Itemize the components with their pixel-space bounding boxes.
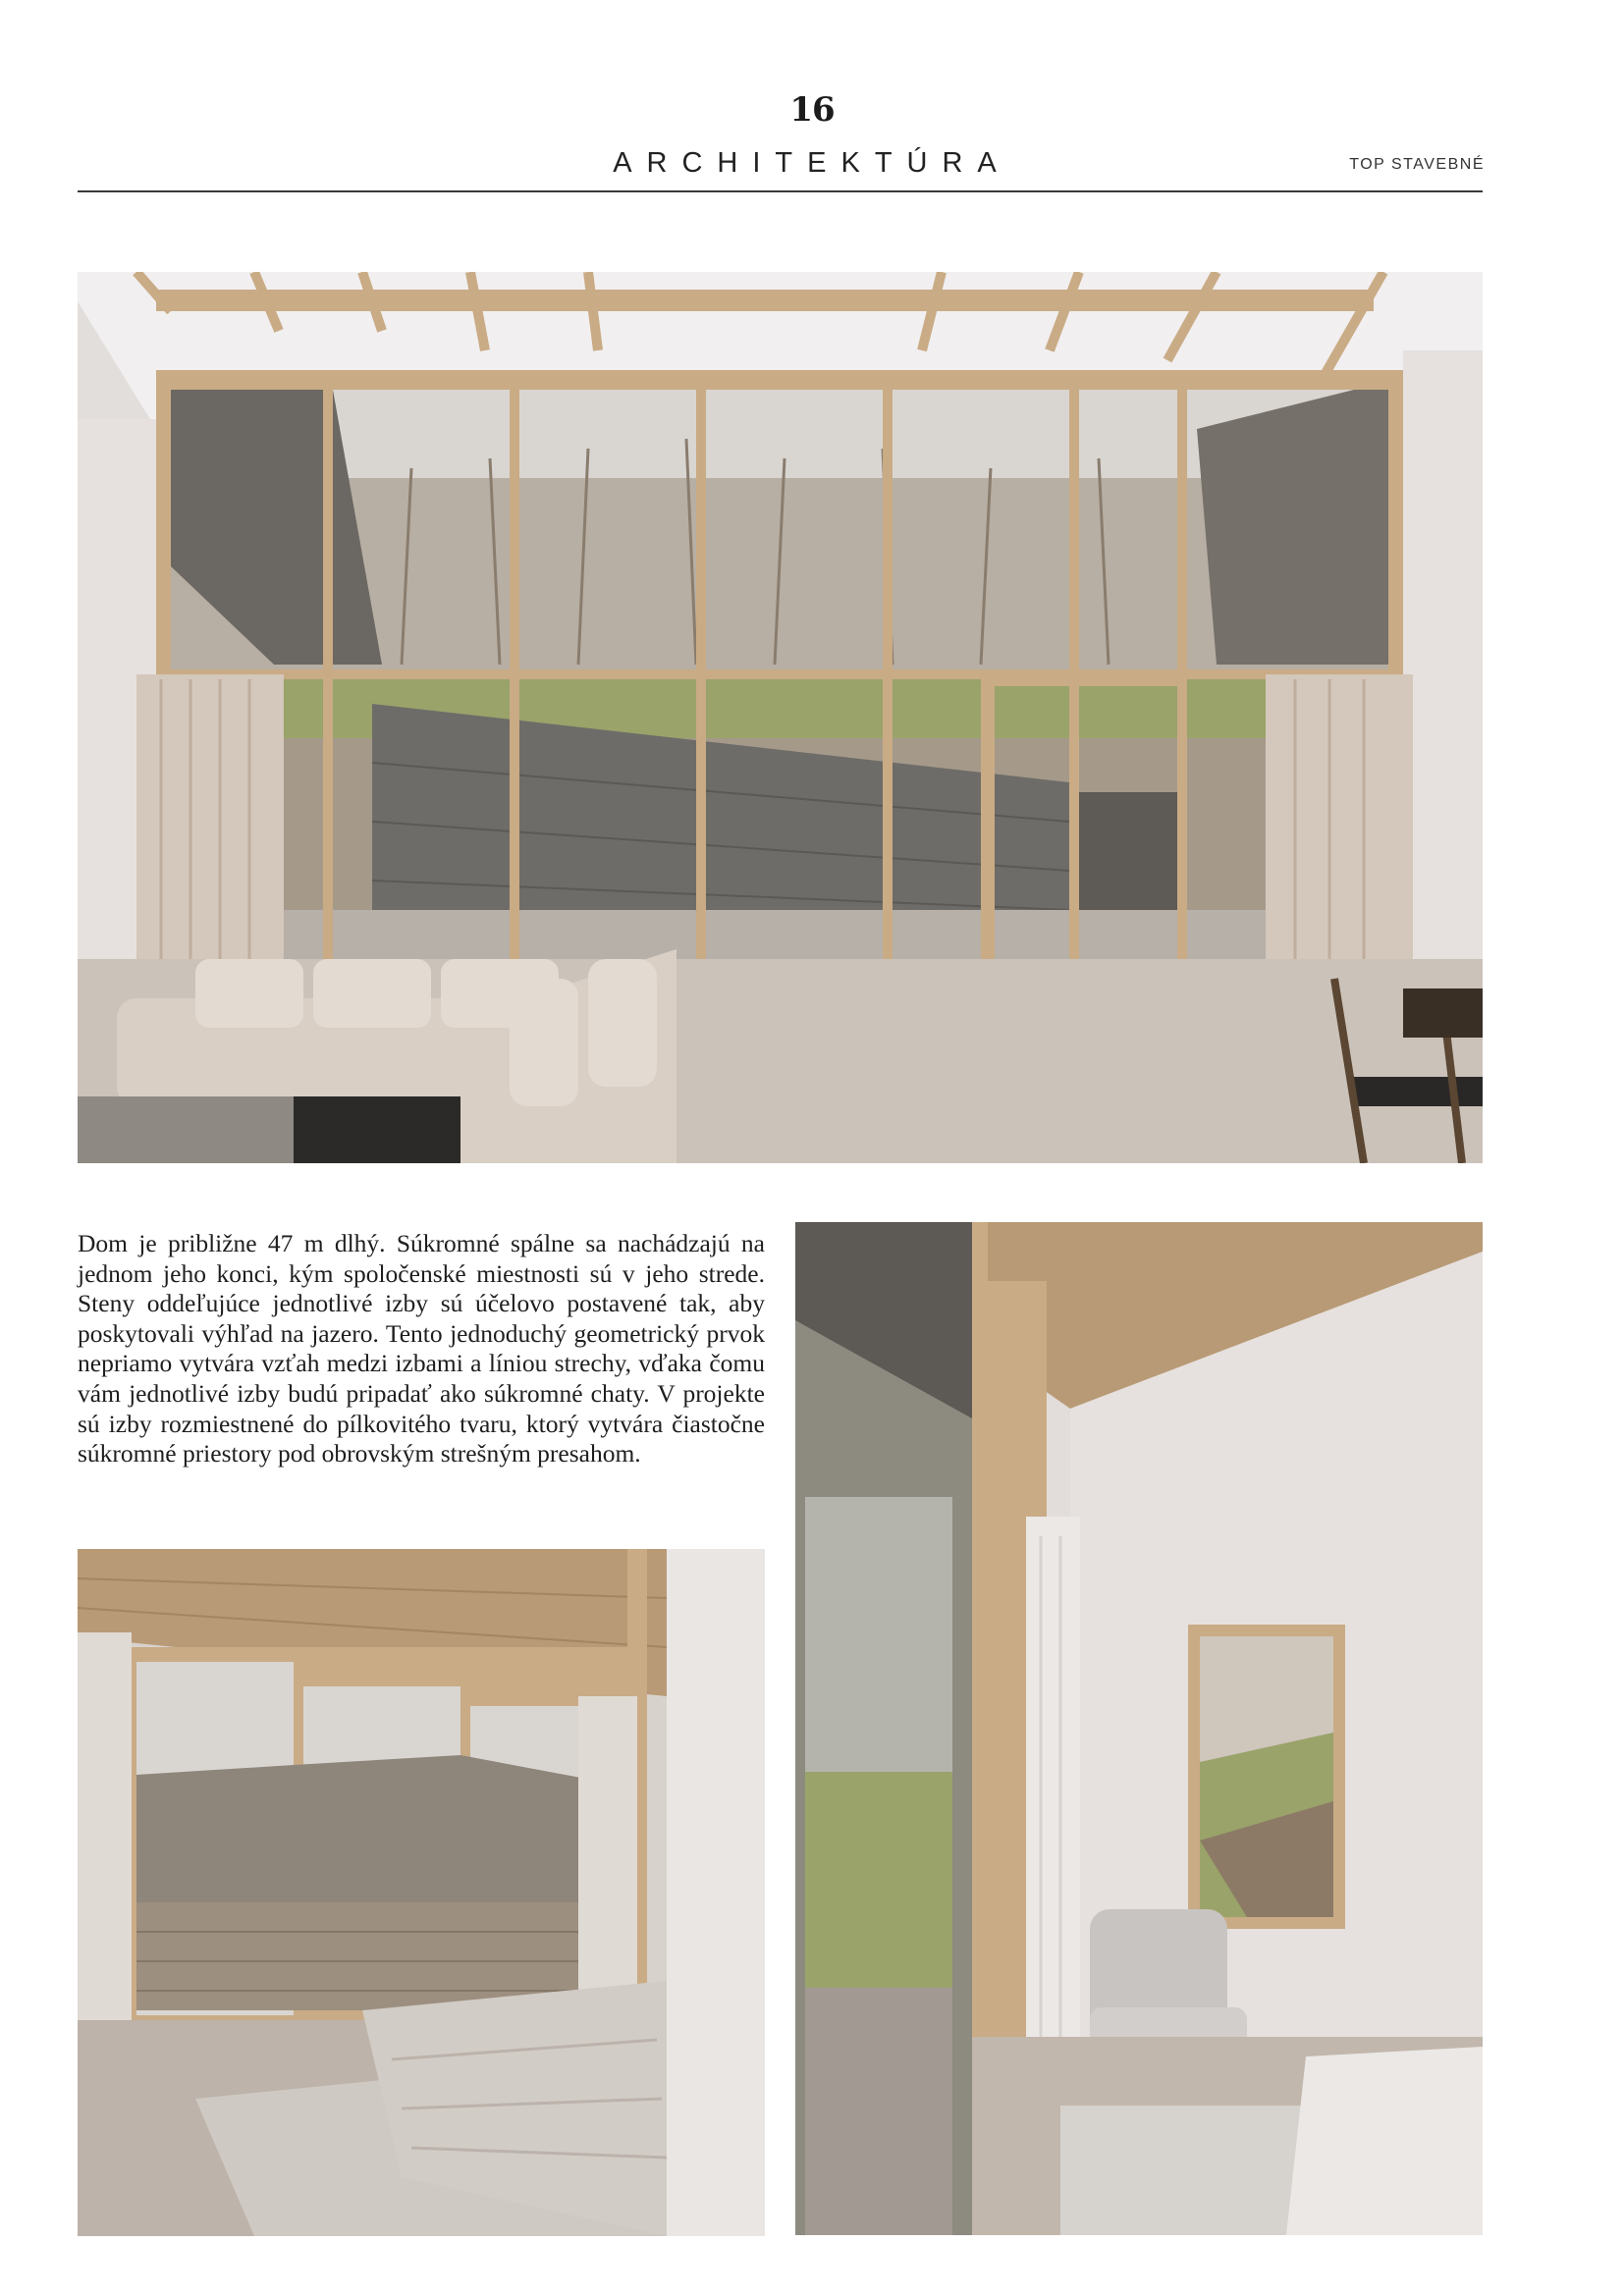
- living-room-photo: [78, 272, 1483, 1163]
- bedroom-photo: [78, 1549, 765, 2236]
- bedroom-illustration: [78, 1549, 765, 2236]
- living-room-illustration: [78, 272, 1483, 1163]
- article-paragraph: Dom je približne 47 m dlhý. Súkromné spálne sa nachádzajú na jednom jeho konci, kým spoločenské miestnosti sú v jeho strede. Steny oddeľujúce jednotlivé izby sú účelovo postavené tak, aby poskytovali výhľad na jazero. Tento jednoduchý geometrický prvok nepriamo vytvára vzťah medzi izbami a líniou strechy, vďaka čomu vám jednotlivé izby budú pripadať ako súkromné chaty. V projekte sú izby rozmiestnené do pílkovitého tvaru, ktorý vytvára čiastočne súkromné priestory pod obrovským strešným presahom.: [78, 1229, 765, 1468]
- section-title: ARCHITEKTÚRA: [613, 147, 1011, 179]
- reading-nook-photo: [795, 1222, 1483, 2235]
- header-divider: [78, 190, 1483, 192]
- page-number: 16: [789, 90, 835, 130]
- magazine-name: TOP STAVEBNÉ: [1349, 156, 1485, 173]
- reading-nook-illustration: [795, 1222, 1483, 2235]
